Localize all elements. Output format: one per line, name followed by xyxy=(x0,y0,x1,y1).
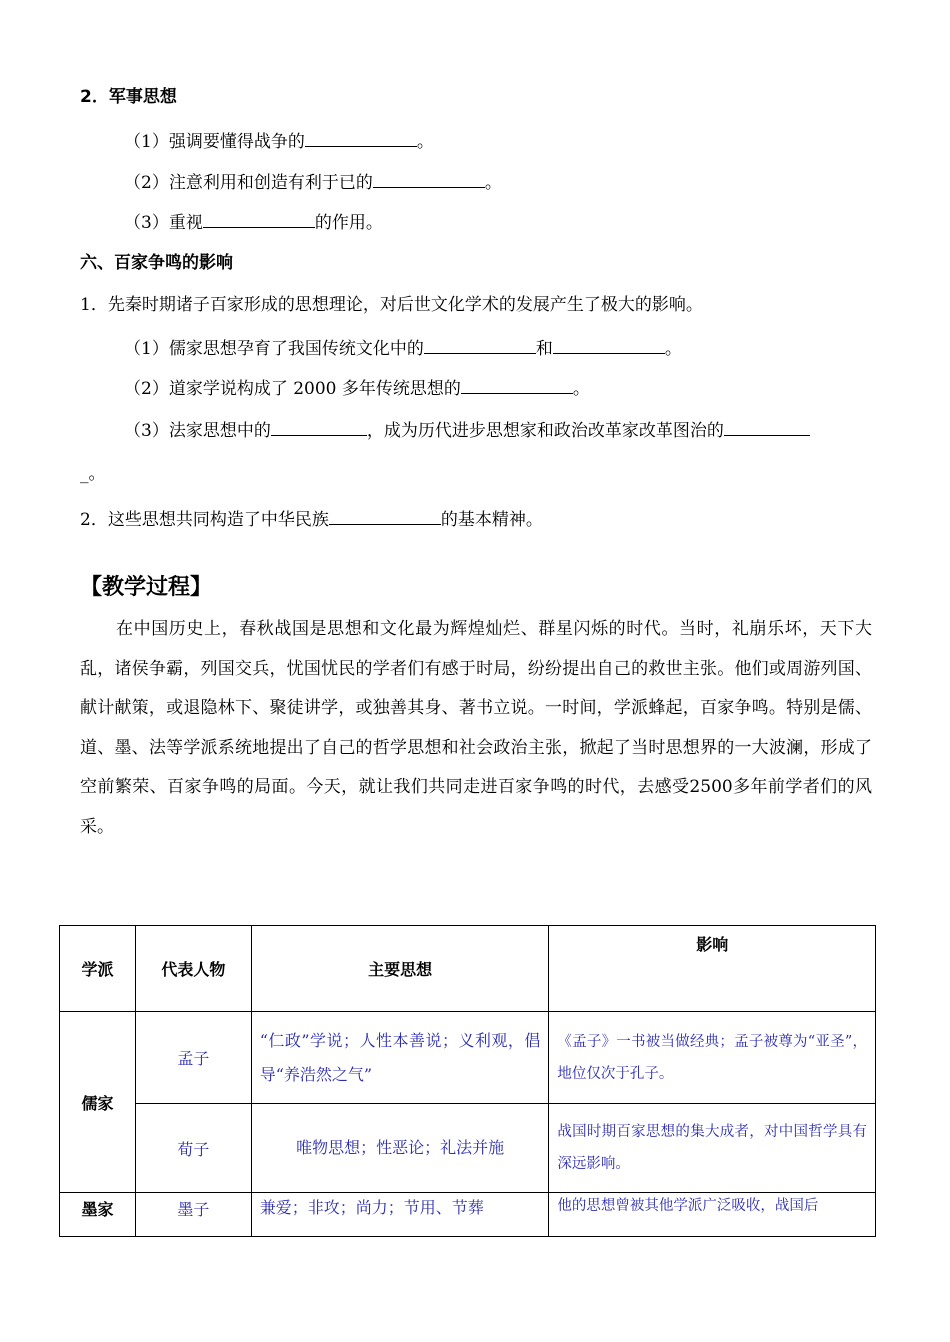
blank[interactable] xyxy=(305,129,417,147)
school-confucian: 儒家 xyxy=(60,1012,136,1193)
thought-mozi: 兼爱；非攻；尚力；节用、节葬 xyxy=(251,1193,549,1237)
blank[interactable] xyxy=(424,336,536,354)
section-title-influence: 六、百家争鸣的影响 xyxy=(80,253,233,273)
influence-item-3-mid: ，成为历代进步思想家和政治改革家改革图治的 xyxy=(366,421,724,441)
impact-xunzi: 战国时期百家思想的集大成者，对中国哲学具有深远影响。 xyxy=(549,1104,876,1193)
fill-item-3-text: （3）重视 xyxy=(124,213,203,233)
influence-item-1-end: 。 xyxy=(664,339,682,359)
influence-item-1-text: （1）儒家思想孕育了我国传统文化中的 xyxy=(124,339,424,359)
schools-table xyxy=(59,925,876,1237)
influence-item-3-cont: _。 xyxy=(80,464,106,484)
impact-mozi: 他的思想曾被其他学派广泛吸收，战国后 xyxy=(549,1193,876,1237)
blank[interactable] xyxy=(329,507,441,525)
header-school: 学派 xyxy=(60,926,136,1012)
fill-item-3 xyxy=(124,210,383,234)
influence-item-3 xyxy=(124,418,810,442)
blank[interactable] xyxy=(373,170,485,188)
influence-item-1-mid: 和 xyxy=(535,339,553,359)
blank[interactable] xyxy=(203,210,315,228)
fill-item-1-end: 。 xyxy=(416,132,434,152)
blank[interactable] xyxy=(724,418,810,436)
thought-xunzi: 唯物思想；性恶论；礼法并施 xyxy=(251,1104,549,1193)
fill-item-3-end: 的作用。 xyxy=(314,213,383,233)
thought-mencius: “仁政”学说；人性本善说；义利观，倡导“养浩然之气” xyxy=(251,1012,549,1104)
header-people: 代表人物 xyxy=(135,926,251,1012)
influence-point-2 xyxy=(80,507,543,531)
blank[interactable] xyxy=(271,418,367,436)
influence-item-2-text: （2）道家学说构成了 2000 多年传统思想的 xyxy=(124,379,461,399)
school-mohist: 墨家 xyxy=(60,1193,136,1237)
fill-item-1 xyxy=(124,129,434,153)
fill-item-2-end: 。 xyxy=(484,173,502,193)
person-mozi: 墨子 xyxy=(135,1193,251,1237)
blank[interactable] xyxy=(461,376,573,394)
header-impact: 影响 xyxy=(549,926,876,1012)
influence-point-2-end: 的基本精神。 xyxy=(440,510,543,530)
process-paragraph: 在中国历史上，春秋战国是思想和文化最为辉煌灿烂、群星闪烁的时代。当时，礼崩乐坏，天下大乱，诸侯争霸，列国交兵，忧国忧民的学者们有感于时局，纷纷提出自己的救世主张。他们或周游列国、献计献策，或退隐林下、聚徒讲学，或独善其身、著书立说。一时间，学派蜂起，百家争鸣。特别是儒、道、墨、法等学派系统地提出了自己的哲学思想和社会政治主张，掀起了当时思想界的一大波澜，形成了空前繁荣、百家争鸣的局面。今天，就让我们共同走进百家争鸣的时代，去感受2500多年前学者们的风采。 xyxy=(80,619,872,837)
impact-mencius: 《孟子》一书被当做经典；孟子被尊为“亚圣”，地位仅次于孔子。 xyxy=(549,1012,876,1104)
section-title-military: 2．军事思想 xyxy=(80,87,177,107)
fill-item-2-text: （2）注意利用和创造有利于已的 xyxy=(124,173,373,193)
influence-item-1 xyxy=(124,336,682,360)
person-xunzi: 荀子 xyxy=(135,1104,251,1193)
influence-item-2 xyxy=(124,376,590,400)
table-header-row xyxy=(60,926,876,1012)
influence-item-3-text: （3）法家思想中的 xyxy=(124,421,271,441)
table-row xyxy=(60,1104,876,1193)
influence-point-1: 1．先秦时期诸子百家形成的思想理论，对后世文化学术的发展产生了极大的影响。 xyxy=(80,295,703,315)
fill-item-2 xyxy=(124,170,502,194)
fill-item-1-text: （1）强调要懂得战争的 xyxy=(124,132,305,152)
influence-item-2-end: 。 xyxy=(572,379,590,399)
influence-point-2-text: 2．这些思想共同构造了中华民族 xyxy=(80,510,329,530)
header-thought: 主要思想 xyxy=(251,926,549,1012)
person-mencius: 孟子 xyxy=(135,1012,251,1104)
process-title: 【教学过程】 xyxy=(80,575,213,600)
table-row xyxy=(60,1193,876,1237)
table-row xyxy=(60,1012,876,1104)
blank[interactable] xyxy=(553,336,665,354)
